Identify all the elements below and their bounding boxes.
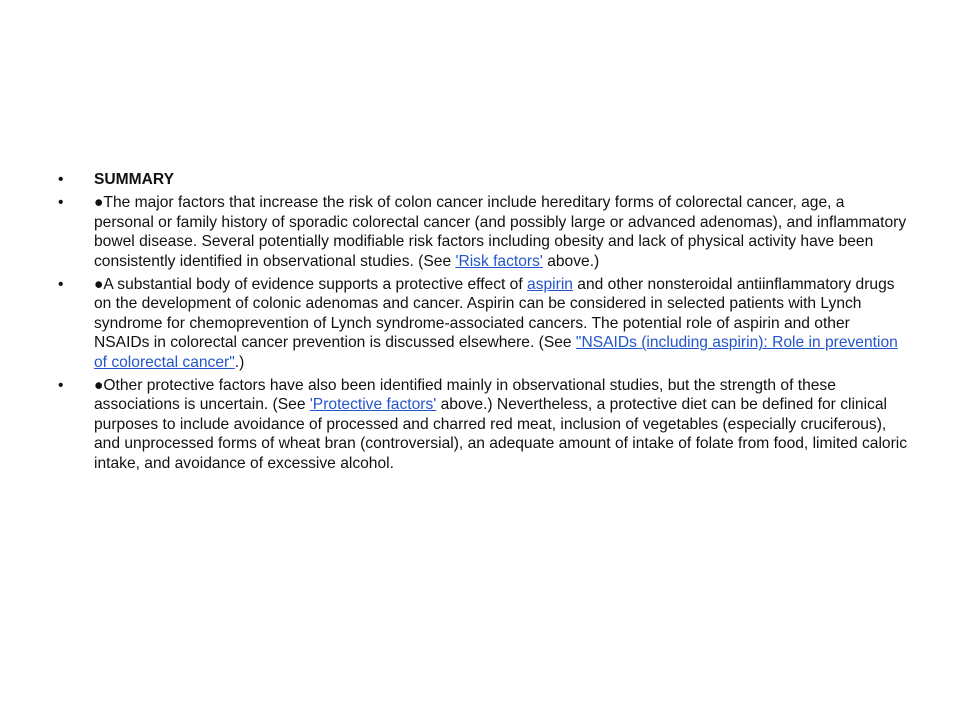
paragraph-text: above.) [542, 252, 600, 270]
bullet-icon: • [58, 377, 64, 395]
protective-factors-paragraph [58, 376, 908, 473]
bullet-icon: • [58, 171, 64, 188]
paragraph-text: .) [234, 353, 245, 371]
summary-heading-item [58, 170, 908, 189]
aspirin-paragraph [58, 275, 908, 372]
paragraph-text: ●The major factors that increase the risk of colon cancer include hereditary forms of colorectal cancer, age, a personal or family history of sporadic colorectal cancer (and possibly large or advanced adenomas), and inflammatory bowel disease. Several potentially modifiable risk factors including obesity and lack of physical activity have been consistently identified in observational studies. (See [94, 194, 907, 270]
summary-heading: SUMMARY [94, 171, 174, 188]
protective-factors-link[interactable]: 'Protective factors' [309, 396, 437, 414]
risk-factors-paragraph [58, 193, 908, 271]
bullet-icon: • [58, 194, 64, 212]
risk-factors-link[interactable]: 'Risk factors' [455, 252, 543, 270]
paragraph-text: ●Other protective factors have also been identified mainly in observational studies, but the strength of these associations is uncertain. (See [94, 377, 836, 414]
nsaids-topic-link[interactable]: "NSAIDs (including aspirin): Role in prevention of colorectal cancer" [94, 334, 898, 371]
paragraph-text: and other nonsteroidal antiinflammatory drugs on the development of colonic adenomas and cancer. Aspirin can be considered in selected patients with Lynch syndrome for chemoprevention of Lynch syndrome-associated cancers. The potential role of aspirin and other NSAIDs in colorectal cancer prevention is discussed elsewhere. (See [94, 276, 895, 352]
paragraph-text: above.) Nevertheless, a protective diet can be defined for clinical purposes to include avoidance of processed and charred red meat, inclusion of vegetables (especially cruciferous), and unprocessed forms of wheat bran (controversial), an adequate amount of intake of folate from food, limited caloric intake, and avoidance of excessive alcohol. [94, 396, 908, 472]
paragraph-text: ●A substantial body of evidence supports a protective effect of [94, 276, 528, 294]
aspirin-link[interactable]: aspirin [527, 276, 573, 294]
slide-body [58, 170, 908, 477]
bullet-icon: • [58, 276, 64, 294]
